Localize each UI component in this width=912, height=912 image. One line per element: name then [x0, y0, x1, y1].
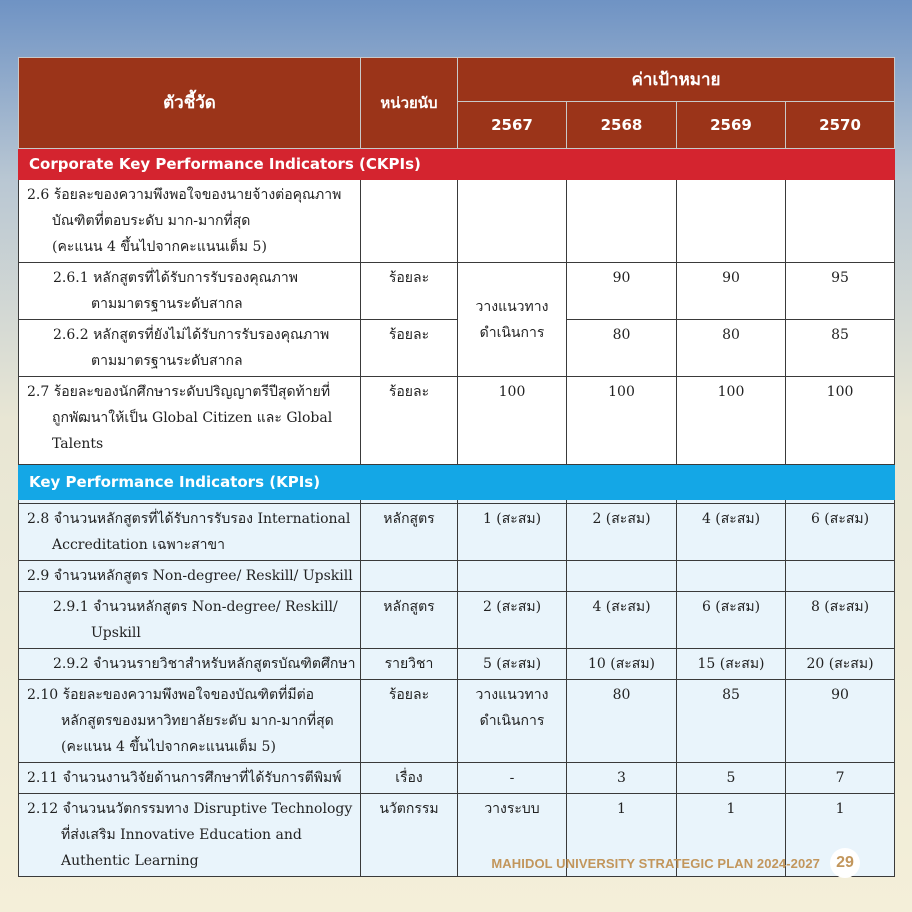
indicator-2-10-line2: หลักสูตรของมหาวิทยาลัยระดับ มาก-มากที่สุด [61, 713, 334, 729]
indicator-2-12 [19, 794, 361, 877]
indicator-2-9-1-line1: 2.9.1 จำนวนหลักสูตร Non-degree/ Reskill/ [53, 599, 338, 615]
value-2-7-2567: 100 [458, 377, 567, 465]
value-2-6-1-2570: 95 [786, 263, 895, 320]
value-2-9-2-2570: 20 (สะสม) [786, 649, 895, 680]
value-cell [567, 180, 677, 263]
indicator-2-7-line2: ถูกพัฒนาให้เป็น Global Citizen และ Global [52, 410, 333, 426]
unit-2-6-1: ร้อยละ [361, 263, 458, 320]
value-2-10-2567 [458, 680, 567, 763]
unit-cell [361, 561, 458, 592]
value-cell [786, 180, 895, 263]
header-year-2570: 2570 [786, 102, 895, 149]
value-2-9-2-2569: 15 (สะสม) [677, 649, 786, 680]
value-2-11-2568: 3 [567, 763, 677, 794]
value-2-6-2-2570: 85 [786, 320, 895, 377]
value-2-12-2570: 1 [786, 794, 895, 877]
value-2-6-1-2569: 90 [677, 263, 786, 320]
header-indicator: ตัวชี้วัด [19, 58, 361, 149]
indicator-2-8-line2: Accreditation เฉพาะสาขา [52, 537, 225, 553]
indicator-2-9-1-line2: Upskill [91, 625, 141, 641]
value-2-7-2570: 100 [786, 377, 895, 465]
value-2-11-2570: 7 [786, 763, 895, 794]
indicator-2-6-1-line2: ตามมาตรฐานระดับสากล [91, 296, 243, 312]
indicator-2-6-2-line2: ตามมาตรฐานระดับสากล [91, 353, 243, 369]
value-2-8-2568: 2 (สะสม) [567, 504, 677, 561]
value-cell [677, 180, 786, 263]
indicator-2-10-line3: (คะแนน 4 ขึ้นไปจากคะแนนเต็ม 5) [61, 739, 276, 755]
header-target: ค่าเป้าหมาย [458, 58, 895, 102]
indicator-2-10-line1: 2.10 ร้อยละของความพึงพอใจของบัณฑิตที่มีต่อ [27, 687, 315, 703]
indicator-2-6-2-line1: 2.6.2 หลักสูตรที่ยังไม่ได้รับการรับรองคุณภาพ [53, 327, 330, 343]
unit-2-7: ร้อยละ [361, 377, 458, 465]
value-2-12-2567: วางระบบ [458, 794, 567, 877]
value-cell [786, 561, 895, 592]
value-2-9-2-2567: 5 (สะสม) [458, 649, 567, 680]
value-cell [458, 180, 567, 263]
value-2-9-1-2569: 6 (สะสม) [677, 592, 786, 649]
unit-2-11: เรื่อง [361, 763, 458, 794]
value-2-8-2570: 6 (สะสม) [786, 504, 895, 561]
value-2-12-2569: 1 [677, 794, 786, 877]
indicator-2-6 [19, 180, 361, 263]
value-2-12-2568: 1 [567, 794, 677, 877]
unit-2-10: ร้อยละ [361, 680, 458, 763]
value-2-9-1-2568: 4 (สะสม) [567, 592, 677, 649]
value-2-6-2-2568: 80 [567, 320, 677, 377]
unit-2-8: หลักสูตร [361, 504, 458, 561]
unit-2-12: นวัตกรรม [361, 794, 458, 877]
footer-title: MAHIDOL UNIVERSITY STRATEGIC PLAN 2024-2027 [491, 855, 820, 871]
header-year-2568: 2568 [567, 102, 677, 149]
header-year-2569: 2569 [677, 102, 786, 149]
value-2-6-1-2568: 90 [567, 263, 677, 320]
indicator-2-6-line1: 2.6 ร้อยละของความพึงพอใจของนายจ้างต่อคุณภาพ [27, 187, 342, 203]
value-2-9-1-2570: 8 (สะสม) [786, 592, 895, 649]
value-cell [458, 561, 567, 592]
indicator-2-11-line1: 2.11 จำนวนงานวิจัยด้านการศึกษาที่ได้รับการตีพิมพ์ [27, 770, 342, 786]
value-2-7-2568: 100 [567, 377, 677, 465]
value-cell [567, 561, 677, 592]
indicator-2-6-2 [19, 320, 361, 377]
indicator-2-7 [19, 377, 361, 465]
indicator-2-8-line1: 2.8 จำนวนหลักสูตรที่ได้รับการรับรอง International [27, 511, 351, 527]
indicator-2-12-line1: 2.12 จำนวนนวัตกรรมทาง Disruptive Technology [27, 801, 353, 817]
header-unit: หน่วยนับ [361, 58, 458, 149]
indicator-2-9-2 [19, 649, 361, 680]
value-2-10-2568: 80 [567, 680, 677, 763]
indicator-2-9 [19, 561, 361, 592]
indicator-2-12-line3: Authentic Learning [61, 853, 199, 869]
indicator-2-9-2-line1: 2.9.2 จำนวนรายวิชาสำหรับหลักสูตรบัณฑิตศึกษา [53, 656, 356, 672]
value-2-8-2567: 1 (สะสม) [458, 504, 567, 561]
page-footer [491, 848, 860, 878]
page-number: 29 [830, 848, 860, 878]
section-kpi-title: Key Performance Indicators (KPIs) [19, 465, 895, 500]
value-2-6-2567-merged [458, 263, 567, 377]
value-2-6-2567-line2: ดำเนินการ [479, 324, 545, 341]
indicator-2-6-line3: (คะแนน 4 ขึ้นไปจากคะแนนเต็ม 5) [52, 239, 267, 255]
indicator-2-12-line2: ที่ส่งเสริม Innovative Education and [61, 827, 302, 843]
value-2-9-2-2568: 10 (สะสม) [567, 649, 677, 680]
indicator-2-7-line3: Talents [52, 436, 104, 452]
indicator-2-11 [19, 763, 361, 794]
value-2-10-2569: 85 [677, 680, 786, 763]
value-2-6-2-2569: 80 [677, 320, 786, 377]
value-2-10-2567-line2: ดำเนินการ [479, 713, 545, 729]
value-cell [677, 561, 786, 592]
value-2-9-1-2567: 2 (สะสม) [458, 592, 567, 649]
indicator-2-9-line1: 2.9 จำนวนหลักสูตร Non-degree/ Reskill/ Upskill [27, 568, 353, 584]
indicator-2-6-line2: บัณฑิตที่ตอบระดับ มาก-มากที่สุด [52, 213, 251, 229]
kpi-table [18, 57, 895, 877]
value-2-11-2569: 5 [677, 763, 786, 794]
indicator-2-8 [19, 504, 361, 561]
indicator-2-10 [19, 680, 361, 763]
value-2-7-2569: 100 [677, 377, 786, 465]
unit-2-9-1: หลักสูตร [361, 592, 458, 649]
value-2-11-2567: - [458, 763, 567, 794]
value-2-8-2569: 4 (สะสม) [677, 504, 786, 561]
unit-2-9-2: รายวิชา [361, 649, 458, 680]
value-2-10-2570: 90 [786, 680, 895, 763]
header-year-2567: 2567 [458, 102, 567, 149]
indicator-2-6-1-line1: 2.6.1 หลักสูตรที่ได้รับการรับรองคุณภาพ [53, 270, 298, 286]
value-2-6-2567-line1: วางแนวทาง [475, 298, 549, 315]
indicator-2-9-1 [19, 592, 361, 649]
unit-cell [361, 180, 458, 263]
section-ckpi-title: Corporate Key Performance Indicators (CKPIs) [19, 149, 895, 180]
indicator-2-6-1 [19, 263, 361, 320]
unit-2-6-2: ร้อยละ [361, 320, 458, 377]
value-2-10-2567-line1: วางแนวทาง [475, 687, 549, 703]
indicator-2-7-line1: 2.7 ร้อยละของนักศึกษาระดับปริญญาตรีปีสุดท้ายที่ [27, 384, 331, 400]
